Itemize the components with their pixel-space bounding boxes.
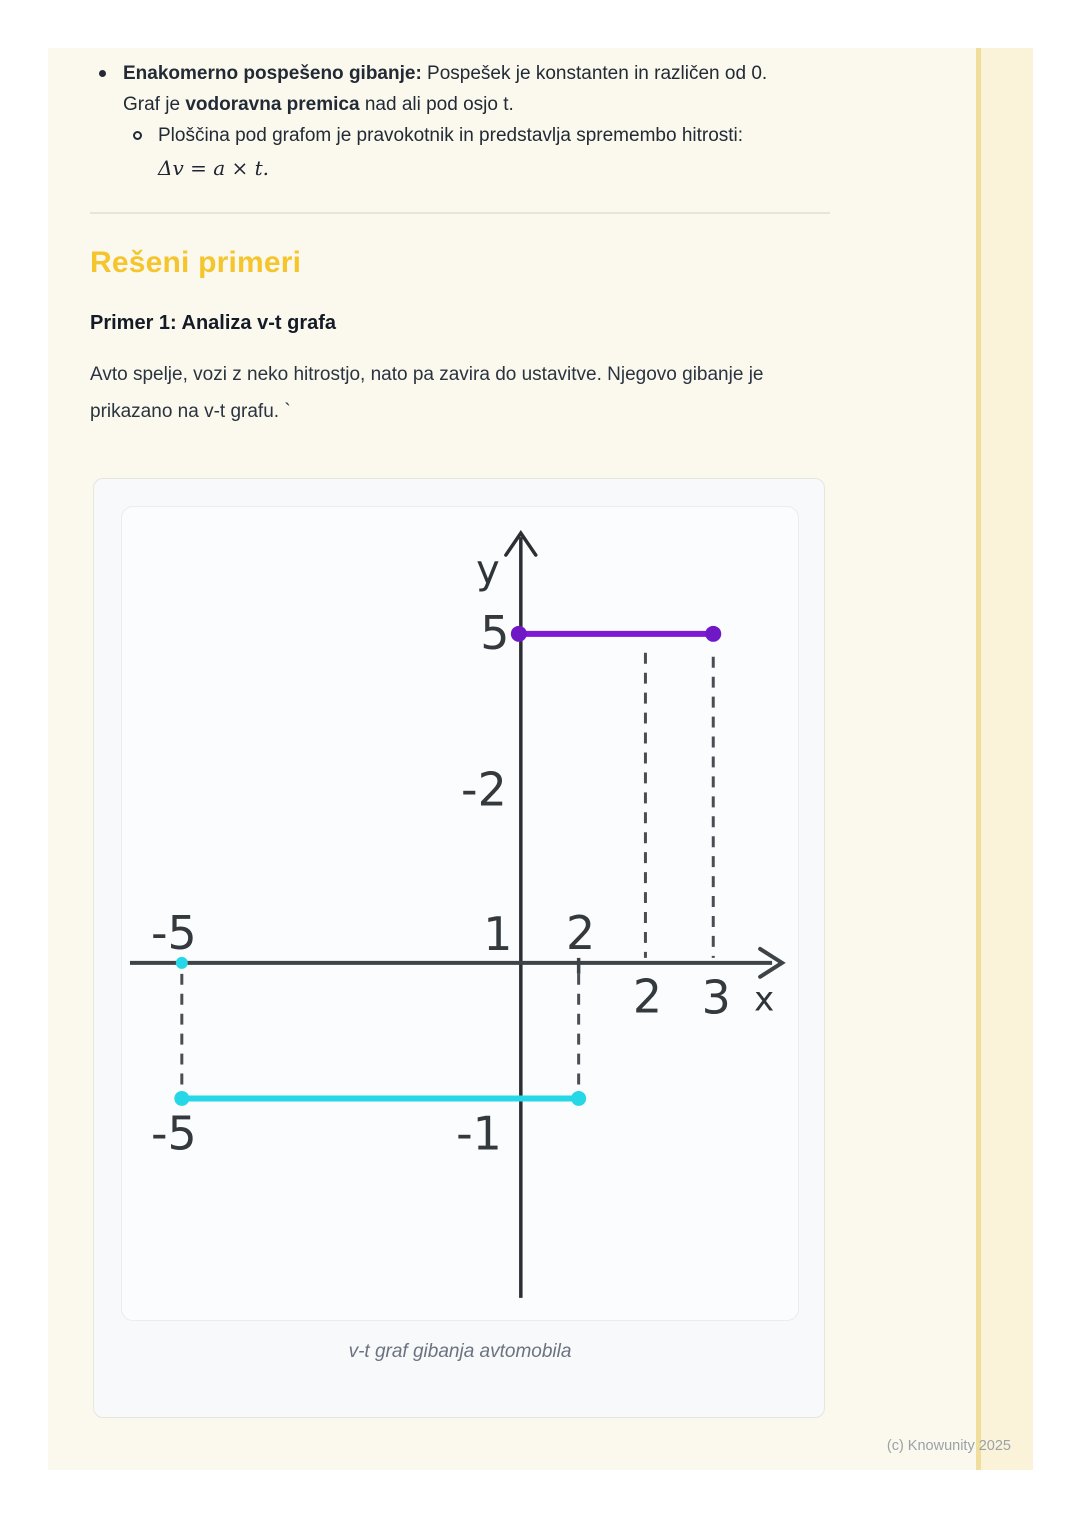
example-heading: Primer 1: Analiza v-t grafa [90, 312, 337, 334]
bullet-line2-pre: Graf je [123, 94, 186, 115]
bullet-line-2 [123, 89, 514, 120]
label-x1-above: 1 [483, 906, 513, 961]
label-yminus2: -2 [461, 762, 507, 817]
note-paper [48, 48, 1033, 1470]
x-axis-label: x [754, 979, 775, 1019]
figure-card [93, 478, 825, 1418]
purple-endpoint-left [511, 626, 527, 642]
bullet-line2-bold: vodoravna premica [185, 94, 360, 115]
figure-caption: v-t graf gibanja avtomobila [348, 1341, 572, 1362]
section-divider [90, 212, 830, 214]
y-axis-label: y [476, 546, 500, 593]
graph-panel [121, 506, 799, 1321]
label-xminus5-above: -5 [150, 905, 197, 960]
cyan-endpoint-right [571, 1091, 586, 1106]
bullet-rest-text: Pospešek je konstanten in različen od 0. [421, 63, 768, 84]
vt-graph [122, 507, 798, 1320]
bullet-marker [99, 70, 106, 77]
purple-endpoint-right [705, 626, 721, 642]
formula-delta-v: Δv = a × t. [158, 156, 270, 180]
label-x2-above: 2 [566, 905, 596, 960]
label-xminus5-below: -5 [150, 1106, 197, 1161]
paper-edge-line [976, 48, 981, 1470]
bullet-line2-post: nad ali pod osjo t. [359, 94, 514, 115]
label-y5: 5 [480, 605, 510, 660]
sub-bullet-marker [133, 131, 142, 140]
section-heading: Rešeni primeri [90, 246, 302, 279]
cyan-endpoint-left [174, 1091, 189, 1106]
bullet-bold-text: Enakomerno pospešeno gibanje: [123, 63, 422, 84]
label-yminus1-below: -1 [456, 1106, 502, 1161]
intro-paragraph: Avto spelje, vozi z neko hitrostjo, nato pa zavira do ustavitve. Njegovo gibanje je prikazano na v-t grafu. ` [90, 364, 764, 422]
paper-edge-strip [980, 48, 1033, 1470]
copyright-note: (c) Knowunity 2025 [886, 1438, 1011, 1454]
label-x3-below: 3 [701, 970, 731, 1025]
sub-bullet-line: Ploščina pod grafom je pravokotnik in predstavlja spremembo hitrosti: [158, 125, 744, 146]
label-x2-below: 2 [632, 969, 663, 1024]
bullet-line-1 [123, 58, 767, 89]
